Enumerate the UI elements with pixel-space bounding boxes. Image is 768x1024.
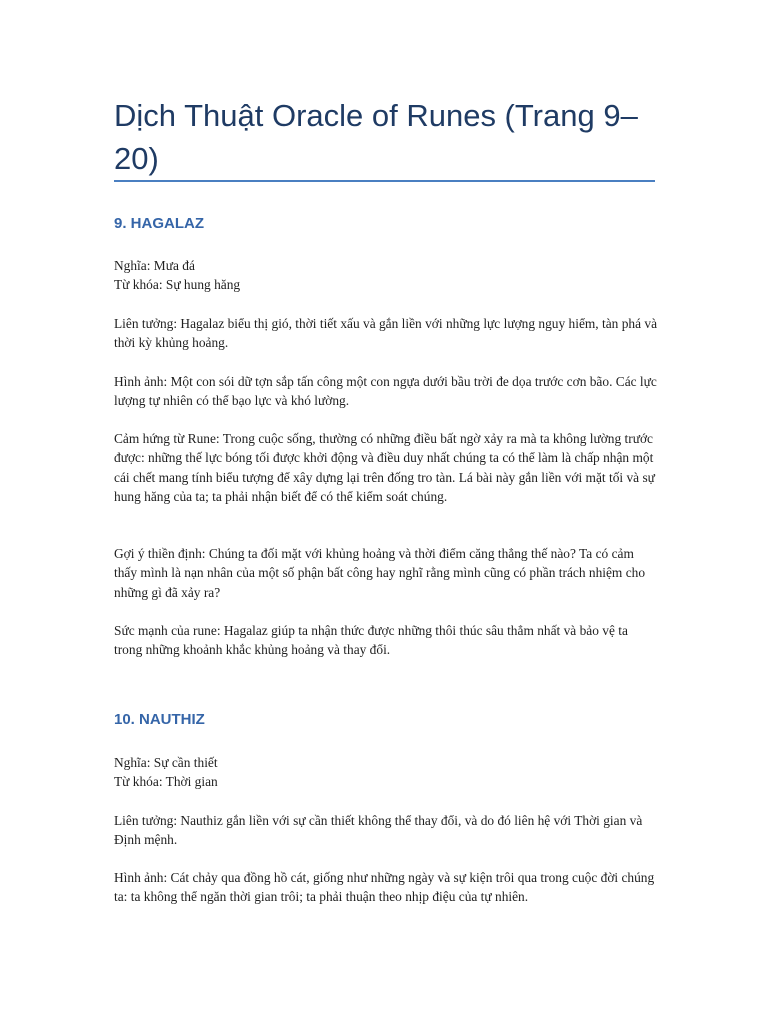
title-divider: [114, 180, 655, 182]
hagalaz-keyword: Từ khóa: Sự hung hăng: [114, 277, 241, 292]
nauthiz-association: Liên tưởng: Nauthiz gắn liền với sự cần thiết không thể thay đổi, và do đó liên hệ với Thời gian và Định mệnh.: [114, 813, 643, 848]
nauthiz-meaning: Nghĩa: Sự cần thiết: [114, 755, 218, 770]
hagalaz-power: Sức mạnh của rune: Hagalaz giúp ta nhận thức được những thôi thúc sâu thẳm nhất và bảo vệ ta trong những khoảnh khắc khủng hoảng và thay đổi.: [114, 623, 628, 658]
hagalaz-meditation: Gợi ý thiền định: Chúng ta đối mặt với khủng hoảng và thời điểm căng thẳng thế nào? Ta có cảm thấy mình là nạn nhân của một số phận bất công hay nghĩ rằng mình cũng có phần trách nhiệm cho những gì đã xảy ra?: [114, 546, 646, 600]
page-title: Dịch Thuật Oracle of Runes (Trang 9–20): [114, 98, 638, 176]
hagalaz-meaning: Nghĩa: Mưa đá: [114, 258, 195, 273]
hagalaz-image: Hình ảnh: Một con sói dữ tợn sắp tấn công một con ngựa dưới bầu trời đe dọa trước cơn bão. Các lực lượng tự nhiên có thể bạo lực và khó lường.: [114, 374, 657, 409]
section-heading-nauthiz: 10. NAUTHIZ: [114, 711, 205, 728]
nauthiz-image: Hình ảnh: Cát chảy qua đồng hồ cát, giống như những ngày và sự kiện trôi qua trong cuộc đời chúng ta: ta không thể ngăn thời gian trôi; ta phải thuận theo nhịp điệu của tự nhiên.: [114, 870, 655, 905]
section-heading-hagalaz: 9. HAGALAZ: [114, 215, 204, 232]
hagalaz-inspiration: Cảm hứng từ Rune: Trong cuộc sống, thường có những điều bất ngờ xảy ra mà ta không lường trước được: những thế lực bóng tối được khởi động và điều duy nhất chúng ta có thể làm là chấp nhận một cái chết mang tính biểu tượng để xây dựng lại trên đống tro tàn. Lá bài này gắn liền với mặt tối và sự hung hăng của ta; ta phải nhận biết để có thể kiểm soát chúng.: [114, 431, 655, 504]
nauthiz-keyword: Từ khóa: Thời gian: [114, 774, 218, 789]
hagalaz-association: Liên tưởng: Hagalaz biểu thị gió, thời tiết xấu và gắn liền với những lực lượng nguy hiểm, tàn phá và thời kỳ khủng hoảng.: [114, 316, 658, 351]
